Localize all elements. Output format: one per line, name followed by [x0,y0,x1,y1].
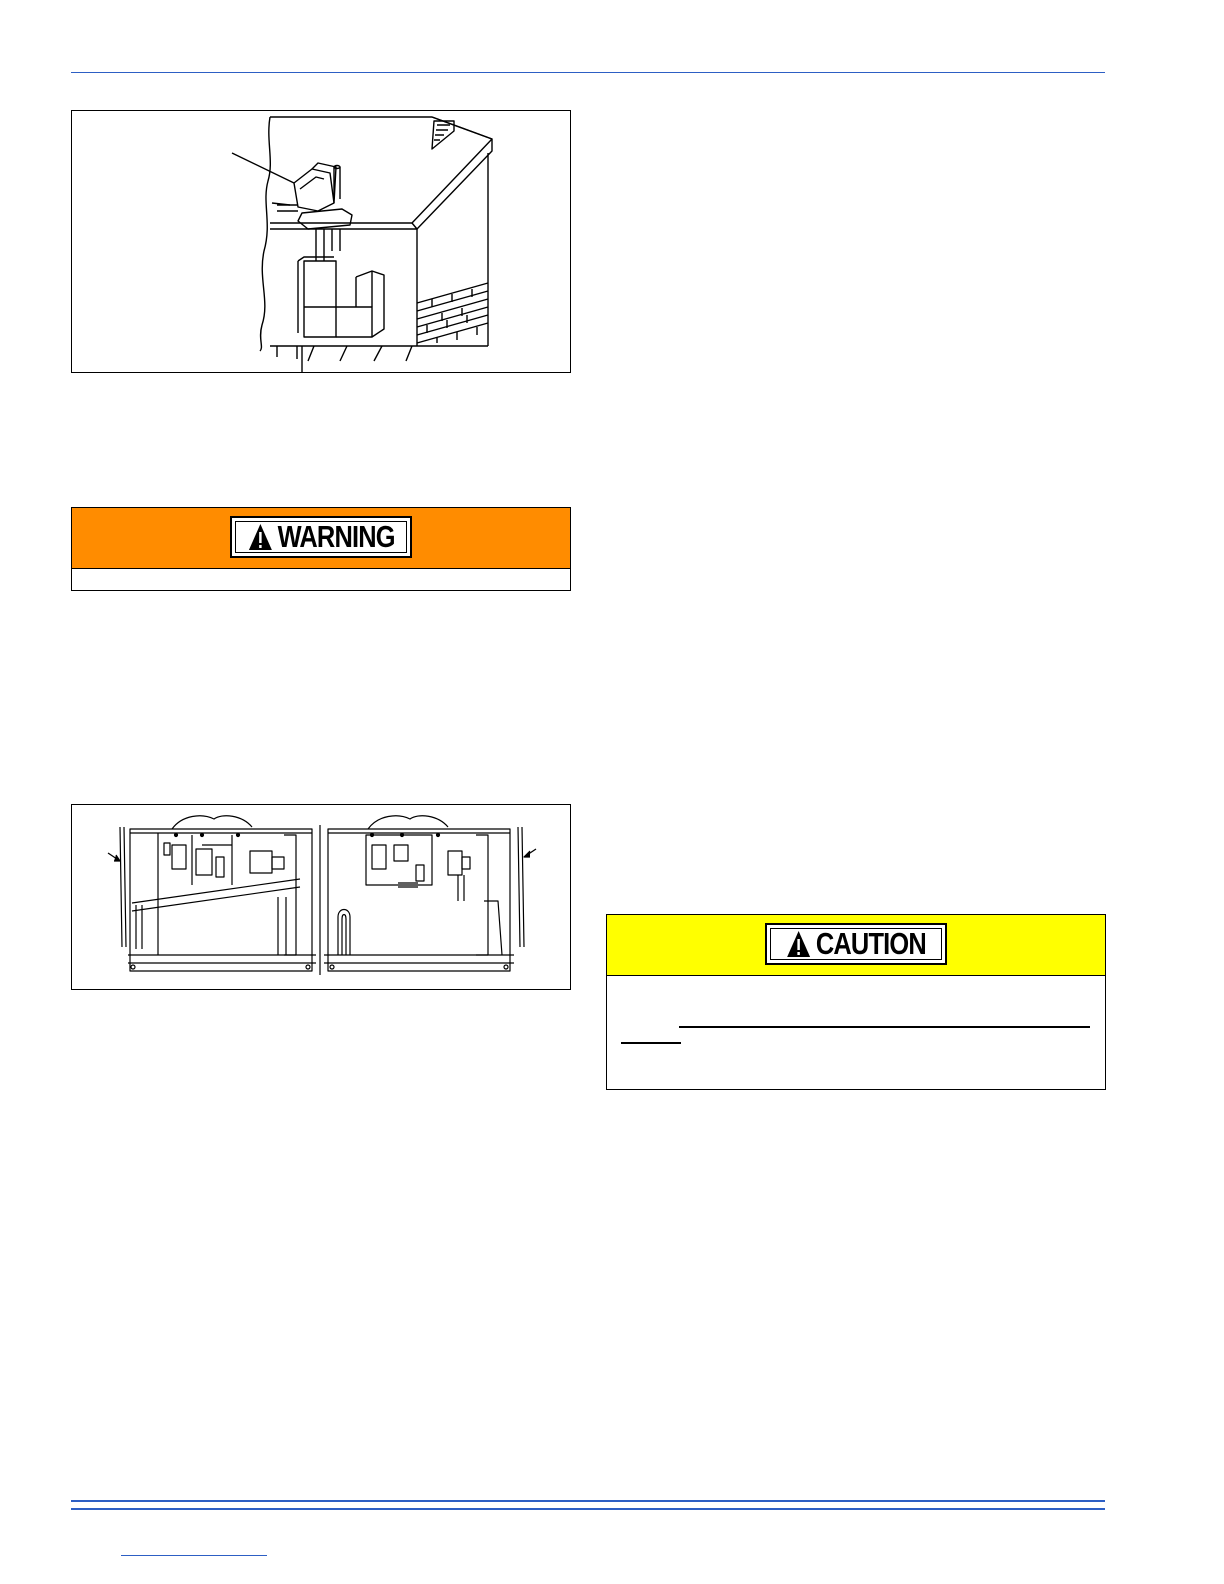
header-rule [71,72,1105,73]
warning-label: WARNING [277,519,395,554]
warning-box [71,507,571,591]
attic-installation-illustration [72,111,570,372]
caution-label: CAUTION [815,926,926,961]
caution-underline [679,1026,1090,1028]
warning-sign [230,516,412,558]
footer-link-underline[interactable] [121,1555,267,1556]
attic-installation-figure [71,110,571,373]
caution-triangle-icon [786,930,811,958]
control-panel-illustration [72,805,570,989]
caution-sign [765,923,947,965]
control-panel-figure [71,804,571,990]
warning-triangle-icon [248,523,273,551]
caution-box [606,914,1106,1090]
footer-rule [71,1500,1105,1510]
caution-underline-short [621,1042,681,1044]
